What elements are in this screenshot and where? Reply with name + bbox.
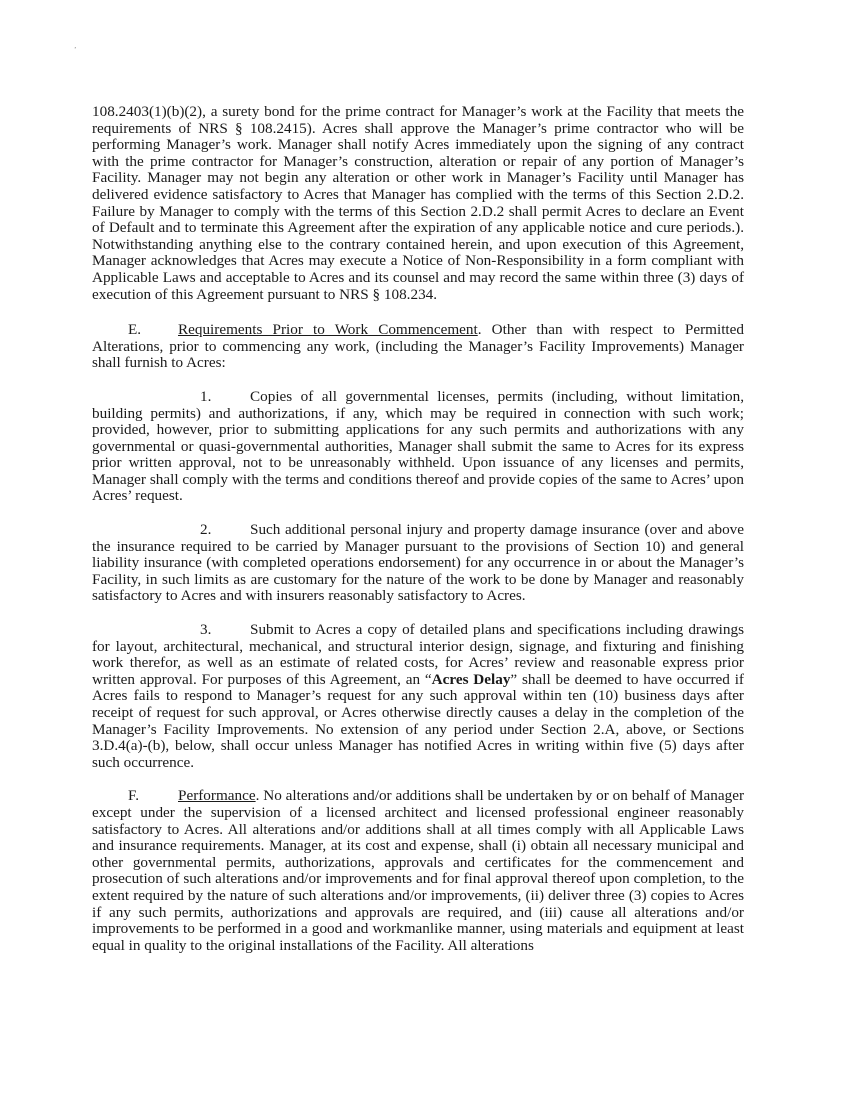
document-page — [92, 104, 744, 971]
item-3-number: 3. — [200, 621, 212, 639]
item-2-body: Such additional personal injury and property damage insurance (over and above the insurance required to be carried by Manager pursuant to the provisions of Section 10) and general liability insurance (with completed operations endorsement) for any occurrence in or about the Manager’s Facility, in such limits as are customary for the nature of the work to be done by Manager and reasonably satisfactory to Acres and with insurers reasonably satisfactory to Acres. — [92, 521, 744, 605]
section-e-body: . Other than with respect to Permitted Alterations, prior to commencing any work, (including the Manager’s Facility Improvements) Manager shall furnish to Acres: — [92, 321, 744, 372]
item-3-body-b: ” shall be deemed to have occurred if Acres fails to respond to Manager’s request for any such approval within ten (10) business days after receipt of request for such approval, or Acres otherwise directly causes a delay in the completion of the Manager’s Facility Improvements. No extension of any period under Section 2.A, above, or Sections 3.D.4(a)-(b), below, shall occur unless Manager has notified Acres in writing within five (5) days after such occurrence. — [92, 670, 744, 771]
item-2-paragraph — [92, 522, 744, 605]
section-e-title: Requirements Prior to Work Commencement — [178, 321, 478, 339]
item-2-number: 2. — [200, 521, 212, 539]
continuation-text: 108.2403(1)(b)(2), a surety bond for the prime contract for Manager’s work at the Facility that meets the requirements of NRS § 108.2415). Acres shall approve the Manager’s prime contractor who will be performing Manager’s work. Manager shall notify Acres immediately upon the signing of any contract with the prime contractor for Manager’s construction, alteration or repair of any portion of Manager’s Facility. Manager may not begin any alteration or other work in Manager’s Facility until Manager has delivered evidence satisfactory to Acres that Manager has complied with the terms of this Section 2.D.2. Failure by Manager to comply with the terms of this Section 2.D.2 shall permit Acres to declare an Event of Default and to terminate this Agreement after the expiration of any applicable notice and cure periods.). Notwithstanding anything else to the contrary contained herein, and upon execution of this Agreement, Manager acknowledges that Acres may execute a Notice of Non-Responsibility in a form compliant with Applicable Laws and acceptable to Acres and its counsel and may record the same within three (3) days of execution of this Agreement pursuant to NRS § 108.234. — [92, 103, 744, 303]
item-3-paragraph — [92, 622, 744, 771]
continuation-paragraph — [92, 104, 744, 303]
section-f-title: Performance — [178, 787, 256, 805]
item-1-number: 1. — [200, 387, 212, 405]
acres-delay-defined-term: Acres Delay — [431, 670, 511, 688]
section-f-letter: F. — [128, 787, 140, 805]
section-e-letter: E. — [128, 321, 142, 339]
scan-artifact-mark: ’ — [74, 46, 77, 54]
section-f-paragraph — [92, 788, 744, 954]
section-e-paragraph — [92, 322, 744, 372]
section-f-body: . No alterations and/or additions shall be undertaken by or on behalf of Manager except under the supervision of a licensed architect and licensed professional engineer reasonably satisfactory to Acres. All alterations and/or additions shall at all times comply with all Applicable Laws and insurance requirements. Manager, at its cost and expense, shall (i) obtain all necessary municipal and other governmental permits, authorizations, approvals and certificates for the commencement and prosecution of such alterations and/or improvements and for final approval thereof upon completion, to the extent required by the nature of such alterations and/or improvements, (ii) deliver three (3) copies to Acres if any such permits, authorizations and approvals are required, and (iii) cause all alterations and/or improvements to be performed in a good and workmanlike manner, using materials and equipment at least equal in quality to the original installations of the Facility. All alterations — [92, 787, 744, 954]
item-1-paragraph — [92, 389, 744, 505]
item-1-body: Copies of all governmental licenses, permits (including, without limitation, building permits) and authorizations, if any, which may be required in connection with such work; provided, however, prior to submitting applications for any such permits and authorizations with any governmental or quasi-governmental authorities, Manager shall submit the same to Acres for its express prior written approval, not to be unreasonably withheld. Upon issuance of any licenses and permits, Manager shall comply with the terms and conditions thereof and provide copies of the same to Acres’ upon Acres’ request. — [92, 387, 744, 505]
item-3-body-a: Submit to Acres a copy of detailed plans and specifications including drawings for layout, architectural, mechanical, and structural interior design, signage, and fixturing and finishing work therefor, as well as an estimate of related costs, for Acres’ review and reasonable express prior written approval. For purposes of this Agreement, an “ — [92, 621, 744, 688]
